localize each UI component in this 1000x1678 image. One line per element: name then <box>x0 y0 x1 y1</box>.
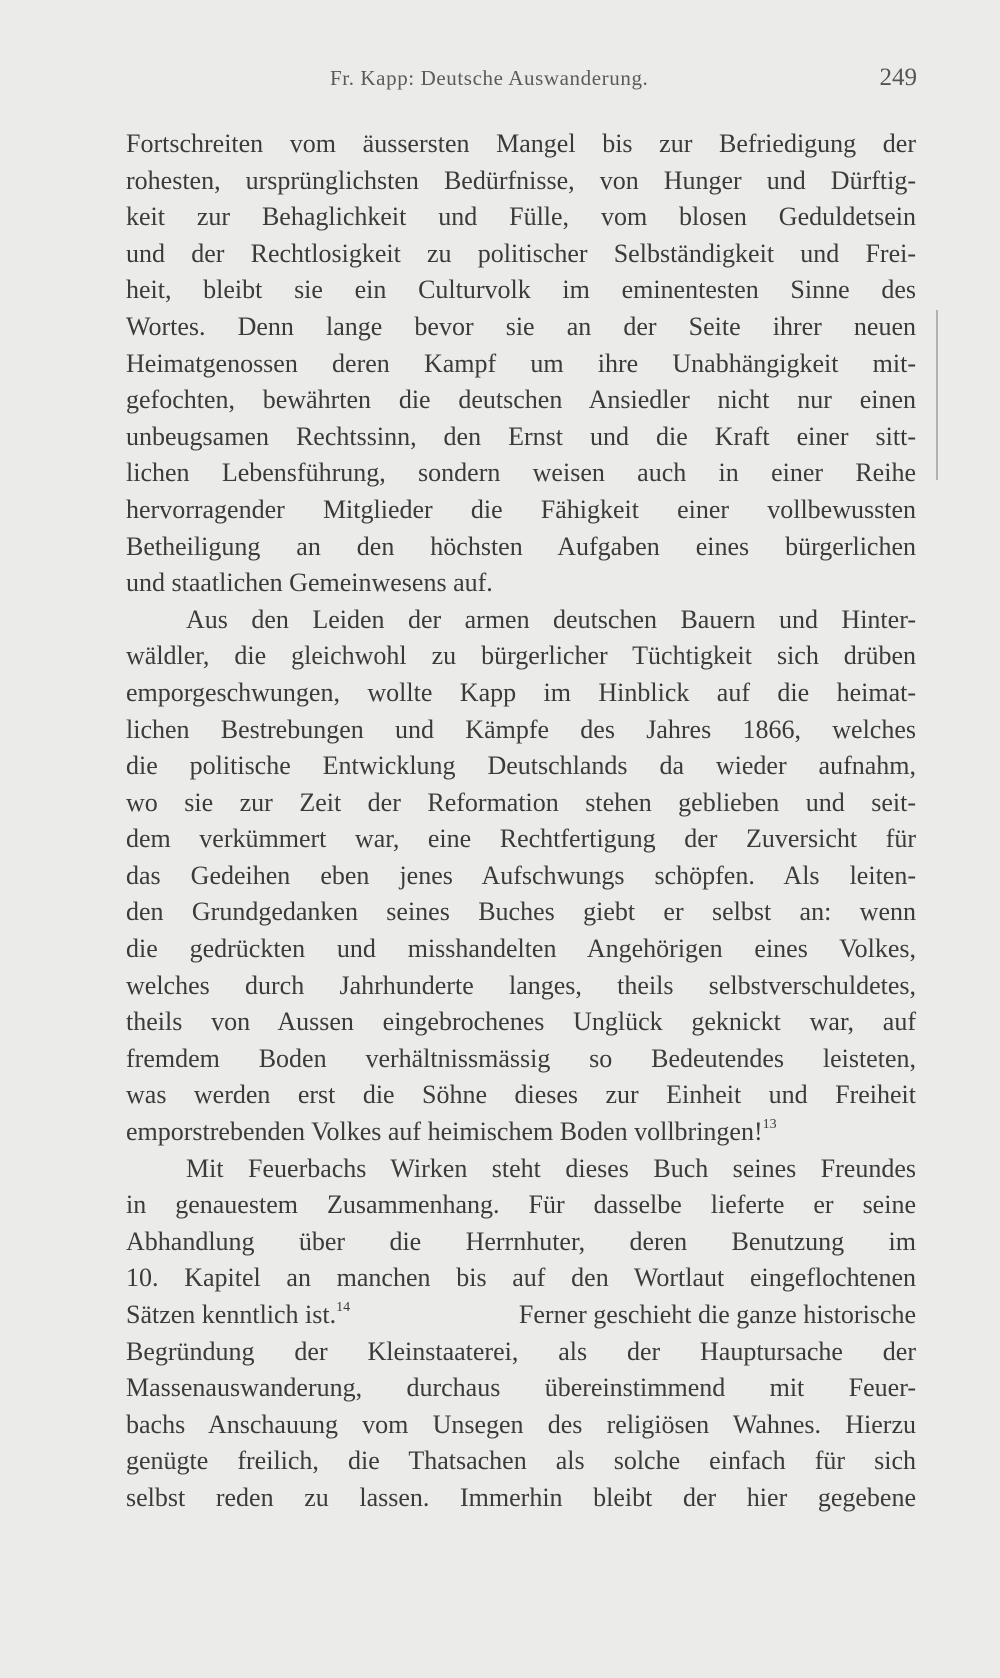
text-line: 10. Kapitel an manchen bis auf den Wortlaut eingeflochtenen <box>126 1263 916 1293</box>
text-span: emporstrebenden Volkes auf heimischem Boden vollbringen! <box>126 1117 763 1147</box>
text-span <box>126 1297 350 1334</box>
text-line-with-footnote <box>126 1114 916 1151</box>
text-line: lichen Bestrebungen und Kämpfe des Jahres 1866, welches <box>126 714 916 744</box>
page-number: 249 <box>879 64 917 91</box>
text-line: lichen Lebensführung, sondern weisen auch in einer Reihe <box>126 458 916 488</box>
text-line: hervorragender Mitglieder die Fähigkeit einer vollbewussten <box>126 494 916 524</box>
text-line: das Gedeihen eben jenes Aufschwungs schöpfen. Als leiten- <box>126 860 916 890</box>
margin-mark <box>936 310 938 480</box>
text-line: in genauestem Zusammenhang. Für dasselbe lieferte er seine <box>126 1190 916 1220</box>
footnote-ref-13: 13 <box>762 1117 777 1133</box>
text-line: Massenauswanderung, durchaus übereinstimmend mit Feuer- <box>126 1373 916 1403</box>
text-line: Mit Feuerbachs Wirken steht dieses Buch seines Freundes <box>186 1153 916 1183</box>
text-line: keit zur Behaglichkeit und Fülle, vom blosen Geduldetsein <box>126 202 916 232</box>
text-line: dem verkümmert war, eine Rechtfertigung der Zuversicht für <box>126 824 916 854</box>
text-line: Fortschreiten vom äussersten Mangel bis zur Befriedigung der <box>126 129 916 158</box>
text-line: die politische Entwicklung Deutschlands da wieder aufnahm, <box>126 751 916 781</box>
text-line: fremdem Boden verhältnissmässig so Bedeutendes leisteten, <box>126 1043 916 1073</box>
text-line: Begründung der Kleinstaaterei, als der Hauptursache der <box>126 1336 916 1366</box>
text-line: heit, bleibt sie ein Culturvolk im eminentesten Sinne des <box>126 275 916 305</box>
text-line: Wortes. Denn lange bevor sie an der Seite ihrer neuen <box>126 311 916 341</box>
text-span-a: Sätzen kenntlich ist. <box>126 1300 337 1329</box>
text-line: unbeugsamen Rechtssinn, den Ernst und die Kraft einer sitt- <box>126 421 916 451</box>
text-line: genügte freilich, die Thatsachen als solche einfach für sich <box>126 1446 916 1476</box>
text-line: was werden erst die Söhne dieses zur Einheit und Freiheit <box>126 1080 916 1110</box>
text-line: und staatlichen Gemeinwesens auf. <box>126 568 493 598</box>
text-line: rohesten, ursprünglichsten Bedürfnisse, von Hunger und Dürftig- <box>126 165 916 195</box>
text-line: den Grundgedanken seines Buches giebt er selbst an: wenn <box>126 897 916 927</box>
text-line: emporgeschwungen, wollte Kapp im Hinblick auf die heimat- <box>126 677 916 707</box>
running-title: Fr. Kapp: Deutsche Auswanderung. <box>330 66 649 90</box>
page-header <box>127 62 917 98</box>
text-line: und der Rechtlosigkeit zu politischer Selbständigkeit und Frei- <box>126 238 916 268</box>
text-line: wäldler, die gleichwohl zu bürgerlicher Tüchtigkeit sich drüben <box>126 641 916 671</box>
text-line: Betheiligung an den höchsten Aufgaben eines bürgerlichen <box>126 531 916 561</box>
text-line: Abhandlung über die Herrnhuter, deren Benutzung im <box>126 1226 916 1256</box>
text-line: welches durch Jahrhunderte langes, theils selbstverschuldetes, <box>126 970 916 1000</box>
text-line: wo sie zur Zeit der Reformation stehen geblieben und seit- <box>126 787 916 817</box>
body-text <box>126 126 916 1517</box>
text-line: Heimatgenossen deren Kampf um ihre Unabhängigkeit mit- <box>126 348 916 378</box>
text-line: bachs Anschauung vom Unsegen des religiösen Wahnes. Hierzu <box>126 1409 916 1439</box>
text-line: die gedrückten und misshandelten Angehörigen eines Volkes, <box>126 934 916 964</box>
text-line: theils von Aussen eingebrochenes Unglück geknickt war, auf <box>126 1007 916 1037</box>
text-line: selbst reden zu lassen. Immerhin bleibt der hier gegebene <box>126 1482 916 1512</box>
text-line-with-footnote <box>126 1297 916 1334</box>
text-span-b: Ferner geschieht die ganze historische <box>518 1300 916 1329</box>
text-line: gefochten, bewährten die deutschen Ansiedler nicht nur einen <box>126 385 916 415</box>
footnote-ref-14: 14 <box>336 1300 351 1315</box>
text-line: Aus den Leiden der armen deutschen Bauern und Hinter- <box>186 604 916 634</box>
